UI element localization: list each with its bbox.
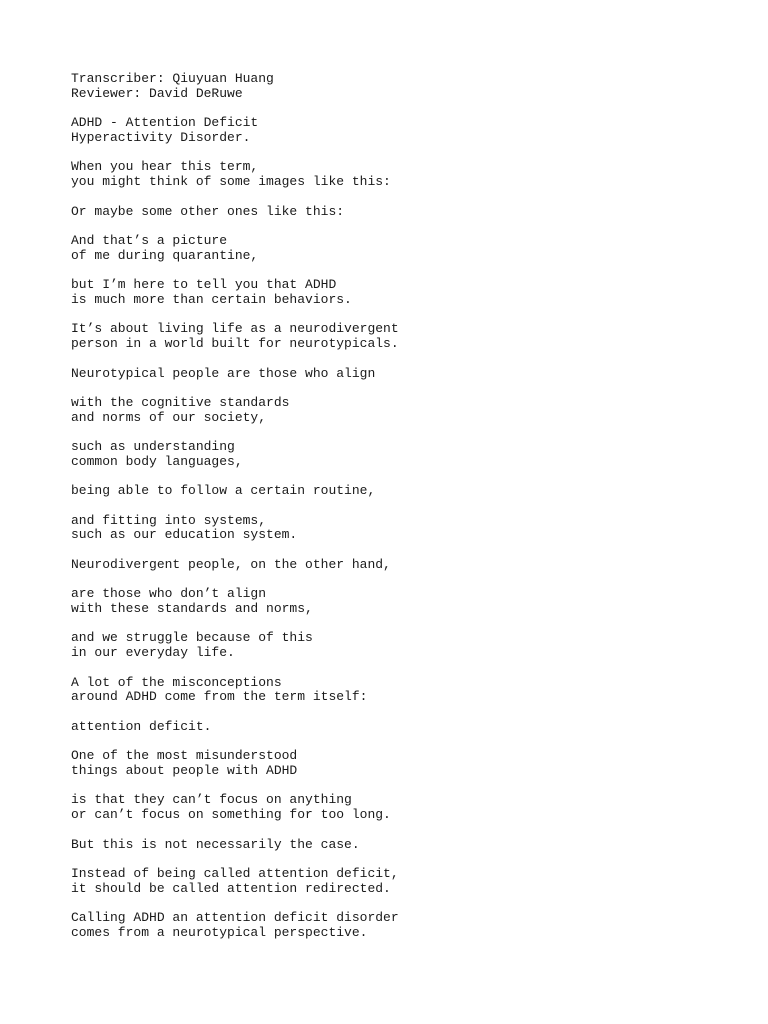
paragraph [71, 838, 711, 853]
text-line: with these standards and norms, [71, 601, 313, 617]
paragraph [71, 234, 711, 264]
text-line: being able to follow a certain routine, [71, 483, 376, 499]
text-line: with the cognitive standards [71, 394, 290, 410]
text-line: But this is not necessarily the case. [71, 836, 360, 852]
paragraph [71, 587, 711, 617]
paragraph [71, 558, 711, 573]
text-line: It’s about living life as a neurodivergent [71, 321, 399, 337]
text-line: Or maybe some other ones like this: [71, 203, 345, 219]
paragraph [71, 514, 711, 544]
text-line: When you hear this term, [71, 159, 259, 175]
paragraph [71, 793, 711, 823]
text-line: in our everyday life. [71, 645, 235, 661]
text-line: and norms of our society, [71, 409, 267, 425]
text-line: of me during quarantine, [71, 247, 259, 263]
text-line: Hyperactivity Disorder. [71, 129, 251, 145]
paragraph [71, 367, 711, 382]
paragraph [71, 749, 711, 779]
text-line: common body languages, [71, 453, 243, 469]
text-line: and we struggle because of this [71, 630, 313, 646]
paragraph [71, 720, 711, 735]
text-line: it should be called attention redirected. [71, 880, 391, 896]
text-line: Neurodivergent people, on the other hand, [71, 556, 391, 572]
paragraph [71, 631, 711, 661]
text-line: things about people with ADHD [71, 763, 298, 778]
paragraph [71, 160, 711, 190]
text-line: A lot of the misconceptions [71, 674, 282, 690]
paragraph-credits [71, 72, 711, 102]
text-line: but I’m here to tell you that ADHD [71, 277, 337, 293]
text-line: are those who don’t align [71, 586, 267, 602]
text-line: Instead of being called attention deficit, [71, 865, 399, 881]
text-line: person in a world built for neurotypicals. [71, 336, 399, 352]
text-line: around ADHD come from the term itself: [71, 689, 368, 705]
transcript-page [71, 72, 711, 955]
paragraph [71, 278, 711, 308]
text-line: such as our education system. [71, 527, 298, 543]
paragraph [71, 116, 711, 146]
paragraph [71, 396, 711, 426]
text-line: such as understanding [71, 439, 235, 455]
paragraph [71, 676, 711, 706]
transcriber-line: Transcriber: Qiuyuan Huang [71, 71, 274, 86]
text-line: ADHD - Attention Deficit [71, 115, 259, 131]
text-line: Neurotypical people are those who align [71, 365, 376, 381]
paragraph [71, 484, 711, 499]
paragraph [71, 205, 711, 220]
text-line: you might think of some images like this: [71, 174, 391, 190]
paragraph [71, 322, 711, 352]
paragraph [71, 440, 711, 470]
text-line: is much more than certain behaviors. [71, 291, 352, 307]
text-line: Calling ADHD an attention deficit disorder [71, 910, 399, 926]
text-line: comes from a neurotypical perspective. [71, 924, 368, 940]
text-line: One of the most misunderstood [71, 748, 298, 764]
paragraph [71, 867, 711, 897]
text-line: is that they can’t focus on anything [71, 792, 352, 808]
text-line: and fitting into systems, [71, 512, 267, 528]
text-line: And that’s a picture [71, 232, 228, 248]
text-line: or can’t focus on something for too long. [71, 807, 391, 823]
reviewer-line: Reviewer: David DeRuwe [71, 85, 243, 101]
paragraph [71, 911, 711, 941]
text-line: attention deficit. [71, 718, 212, 734]
